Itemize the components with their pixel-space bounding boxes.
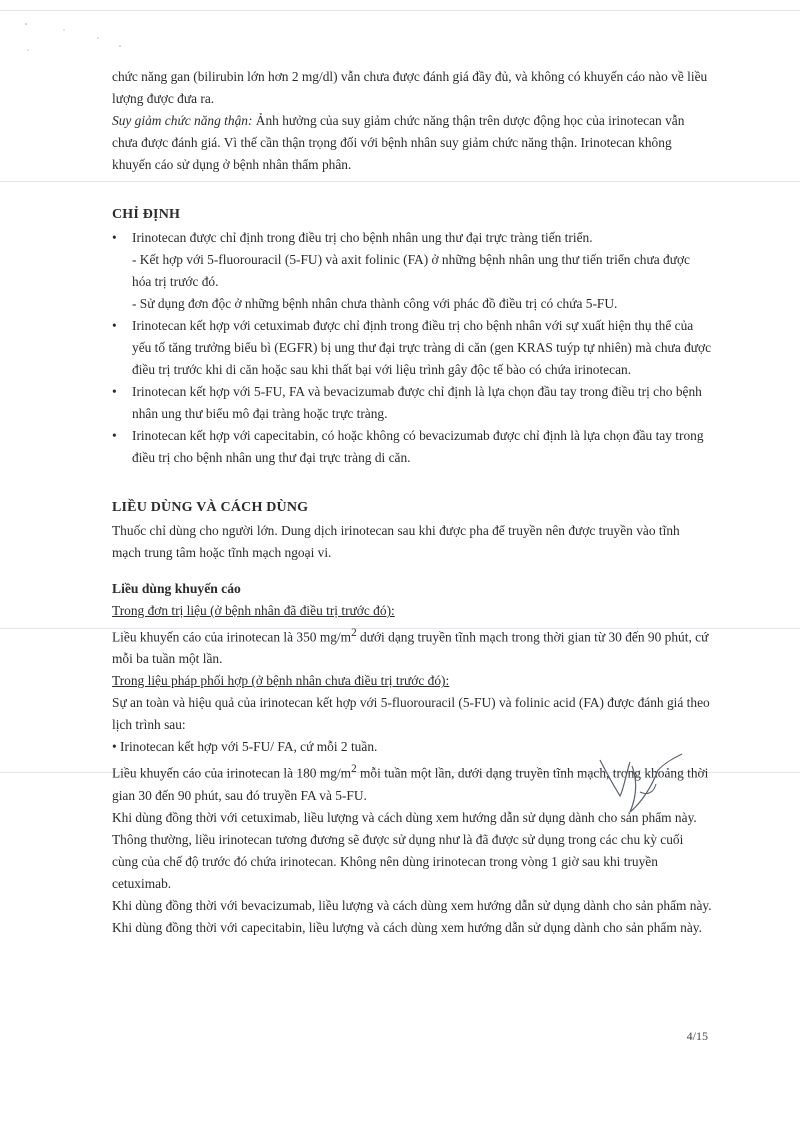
indication-subitem: - Sử dụng đơn độc ở những bệnh nhân chưa thành công với phác đồ điều trị có chứa 5-FU.	[132, 296, 618, 311]
combination-label: Trong liệu pháp phối hợp (ở bệnh nhân chưa điều trị trước đó):	[112, 673, 450, 689]
bullet-icon: •	[112, 384, 117, 399]
bevacizumab-paragraph: Khi dùng đồng thời với bevacizumab, liều lượng và cách dùng xem hướng dẫn sử dụng dành cho sản phẩm này.	[112, 897, 712, 913]
monotherapy-dose	[112, 622, 712, 670]
bullet-icon: •	[112, 230, 117, 245]
bullet-icon: •	[112, 318, 117, 333]
hepatic-continuation: chức năng gan (bilirubin lớn hơn 2 mg/dl) vẫn chưa được đánh giá đầy đủ, và không có khuyến cáo nào về liều lượng được đưa ra.	[112, 69, 708, 106]
recommended-dose-heading: Liều dùng khuyến cáo	[112, 581, 241, 596]
bullet-icon: •	[112, 428, 117, 443]
indication-item	[112, 227, 712, 315]
monotherapy-dose-text: Liều khuyến cáo của irinotecan là 350 mg/m	[112, 629, 352, 645]
scan-artifact-line	[0, 10, 800, 11]
renal-impairment-paragraph	[112, 110, 712, 176]
combination-dose-text: mỗi tuần một lần, dưới dạng truyền tĩnh mạch, trong khoảng thời gian 30 đến 90 phút, sau đó truyền FA và 5-FU.	[112, 765, 709, 803]
combination-dose-text: Liều khuyến cáo của irinotecan là 180 mg/m	[112, 765, 352, 781]
indication-item	[112, 315, 712, 381]
cetuximab-paragraph: Khi dùng đồng thời với cetuximab, liều lượng và cách dùng xem hướng dẫn sử dụng dành cho sản phẩm này. Thông thường, liều irinotecan tương đương sẽ được sử dụng như là đã được sử dụng trong các chu kỳ cuối cùng của chế độ trước đó chứa irinotecan. Không nên dùng irinotecan trong vòng 1 giờ sau khi truyền cetuximab.	[112, 809, 697, 891]
indication-item	[112, 381, 712, 425]
indication-item	[112, 425, 712, 469]
indication-text: Irinotecan kết hợp với 5-FU, FA và bevacizumab được chỉ định là lựa chọn đầu tay trong điều trị cho bệnh nhân ung thư biểu mô đại tràng hoặc trực tràng.	[132, 384, 702, 421]
superscript: 2	[351, 627, 357, 639]
indications-heading: CHỈ ĐỊNH	[112, 207, 181, 222]
dosage-intro: Thuốc chỉ dùng cho người lớn. Dung dịch irinotecan sau khi được pha để truyền nên được truyền vào tĩnh mạch trung tâm hoặc tĩnh mạch ngoại vi.	[112, 523, 680, 560]
renal-impairment-label: Suy giảm chức năng thận:	[112, 113, 253, 128]
combination-text: Sự an toàn và hiệu quả của irinotecan kết hợp với 5-fluorouracil (5-FU) và folinic acid (FA) được đánh giá theo lịch trình sau:	[112, 695, 710, 733]
monotherapy-label: Trong đơn trị liệu (ở bệnh nhân đã điều trị trước đó):	[112, 603, 395, 618]
indication-text: Irinotecan kết hợp với capecitabin, có hoặc không có bevacizumab được chỉ định là lựa chọn đầu tay trong điều trị cho bệnh nhân ung thư đại trực tràng di căn.	[132, 428, 704, 465]
page-number: 4/15	[686, 1029, 708, 1043]
indication-subitem: - Kết hợp với 5-fluorouracil (5-FU) và axit folinic (FA) ở những bệnh nhân ung thư tiến triển chưa được hóa trị trước đó.	[132, 252, 691, 289]
indications-list	[112, 227, 712, 469]
superscript: 2	[351, 763, 357, 776]
monotherapy-dose-text: dưới dạng truyền tĩnh mạch trong thời gian từ 30 đến 90 phút, cứ mỗi ba tuần một lần.	[112, 629, 709, 667]
dosage-heading: LIỀU DÙNG VÀ CÁCH DÙNG	[112, 500, 309, 515]
indication-text: Irinotecan được chỉ định trong điều trị cho bệnh nhân ung thư đại trực tràng tiến triển.	[132, 230, 593, 245]
capecitabin-paragraph: Khi dùng đồng thời với capecitabin, liều lượng và cách dùng xem hướng dẫn sử dụng dành cho sản phẩm này.	[112, 919, 702, 935]
indication-text: Irinotecan kết hợp với cetuximab được chỉ định trong điều trị cho bệnh nhân với sự xuất hiện thụ thể của yếu tố tăng trưởng biểu bì (EGFR) bị ung thư đại trực tràng di căn (gen KRAS tuýp tự nhiên) mà chưa được điều trị trước khi di căn hoặc sau khi thất bại với liệu trình gây độc tế bào có chứa irinotecan.	[132, 318, 712, 377]
combination-schedule: • Irinotecan kết hợp với 5-FU/ FA, cứ mỗi 2 tuần.	[112, 739, 378, 755]
renal-impairment-text: Ảnh hưởng của suy giảm chức năng thận trên dược động học của irinotecan vẫn chưa được đánh giá. Vì thế cần thận trọng đối với bệnh nhân suy giảm chức năng thận. Irinotecan không khuyến cáo sử dụng ở bệnh nhân thẩm phân.	[112, 113, 685, 172]
handwritten-signature	[596, 752, 686, 822]
scan-specks	[20, 20, 140, 60]
